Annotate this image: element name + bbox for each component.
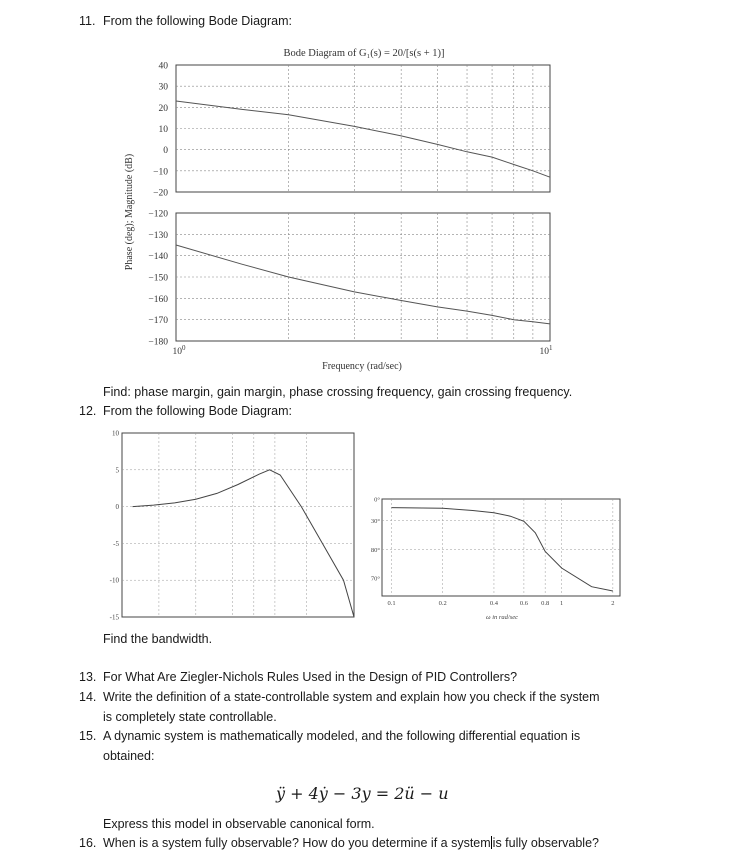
bode2-phase-tick-label: 70° (370, 575, 380, 583)
bode1-x-axis-label: Frequency (rad/sec) (322, 361, 402, 372)
question-14-line1: Write the definition of a state-controllable system and explain how you check if the system (103, 690, 600, 704)
bode2-magnitude-tick-label: 10 (112, 429, 119, 438)
bode1-y-axis-label: Phase (deg); Magnitude (dB) (124, 153, 135, 271)
bode2-magnitude-tick-label: -5 (113, 539, 119, 548)
question-number-16: 16. (79, 836, 97, 850)
bode1-magnitude-tick-label: 30 (158, 82, 168, 93)
question-14-line2: is completely state controllable. (103, 710, 277, 724)
bode2-x-axis-label: ω in rad/sec (485, 614, 519, 621)
question-12-text: From the following Bode Diagram: (103, 404, 292, 418)
question-number-13: 13. (79, 670, 97, 684)
question-number-14: 14. (79, 690, 97, 704)
bode2-phase-tick-label: 80° (370, 546, 380, 554)
bode2-magnitude-tick-label: 0 (115, 503, 119, 512)
bode2-phase-tick-label: 0° (374, 496, 380, 504)
question-15-express: Express this model in observable canonical form. (103, 817, 375, 831)
bode1-magnitude-tick-label: −10 (153, 167, 168, 178)
question-16-text-part1: When is a system fully observable? How do you determine if a system (103, 836, 491, 850)
bode2-magnitude-tick-label: 5 (115, 466, 119, 475)
question-number-12: 12. (79, 404, 97, 418)
bode1-title: Bode Diagram of G₁(s) = 20/[s(s + 1)] (283, 48, 445, 59)
question-15-line2: obtained: (103, 749, 155, 763)
bode1-phase-tick-label: −160 (148, 294, 168, 305)
bode2-magnitude-tick-label: -15 (109, 613, 119, 622)
bode1-phase-tick-label: −140 (148, 252, 168, 263)
bode1-phase-tick-label: −130 (148, 230, 168, 241)
bode2-phase-x-tick-label: 0.2 (438, 600, 447, 607)
question-16-text-part2: is fully observable? (492, 836, 599, 850)
bode2-phase-x-tick-label: 2 (611, 600, 615, 607)
bode2-magnitude-frame (122, 433, 354, 617)
bode2-phase-tick-label: 30° (370, 518, 380, 526)
bode1-phase-tick-label: −170 (148, 316, 168, 327)
question-13-text: For What Are Ziegler-Nichols Rules Used in the Design of PID Controllers? (103, 670, 518, 684)
bode2-phase-x-tick-label: 0.1 (387, 600, 396, 607)
bode1-phase-tick-label: −180 (148, 337, 168, 348)
bode-diagram-2-magnitude (100, 425, 362, 625)
question-number-11: 11. (79, 14, 96, 28)
bode2-phase-x-tick-label: 0.8 (541, 600, 550, 607)
question-11-text: From the following Bode Diagram: (103, 14, 292, 28)
bode2-phase-frame (382, 499, 620, 596)
question-12-find: Find the bandwidth. (103, 632, 213, 646)
bode1-phase-tick-label: −150 (148, 273, 168, 284)
question-15-line1: A dynamic system is mathematically modeled, and the following differential equation is (103, 729, 581, 743)
bode1-x-tick-start: $10^0$ (172, 344, 186, 357)
bode-diagram-2-phase (355, 485, 635, 625)
bode-diagram-1 (110, 40, 570, 380)
bode1-x-tick-end: $10^1$ (539, 344, 553, 357)
bode1-magnitude-tick-label: 20 (158, 103, 168, 114)
bode1-magnitude-tick-label: 40 (158, 61, 168, 72)
differential-equation: ÿ + 4ẏ − 3y = 2ü − u (276, 784, 449, 803)
bode2-magnitude-tick-label: -10 (109, 576, 119, 585)
bode1-magnitude-curve (176, 101, 550, 177)
bode1-magnitude-tick-label: 0 (163, 146, 168, 157)
bode1-magnitude-tick-label: −20 (153, 188, 168, 199)
question-16-text (103, 836, 599, 850)
bode1-phase-curve (176, 245, 550, 324)
question-number-15: 15. (79, 729, 97, 743)
bode2-phase-x-tick-label: 1 (560, 600, 564, 607)
question-11-find: Find: phase margin, gain margin, phase crossing frequency, gain crossing frequency. (103, 385, 573, 399)
bode1-phase-tick-label: −120 (148, 209, 168, 220)
bode2-phase-x-tick-label: 0.4 (489, 600, 499, 607)
bode2-phase-x-tick-label: 0.6 (519, 600, 528, 607)
bode1-magnitude-tick-label: 10 (158, 125, 168, 135)
